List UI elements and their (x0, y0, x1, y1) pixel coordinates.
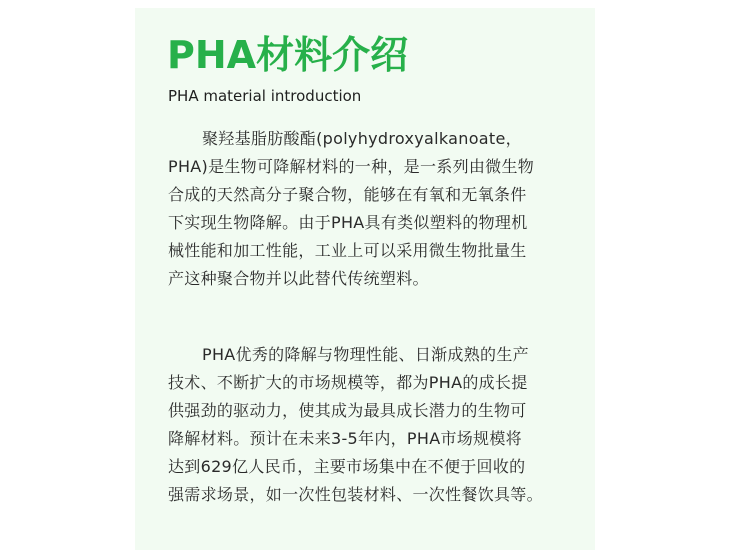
page-subtitle: PHA material introduction (168, 87, 362, 105)
paragraph-intro (168, 125, 568, 293)
paragraph-line: 产这种聚合物并以此替代传统塑料。 (168, 269, 429, 288)
paragraph-line: 合成的天然高分子聚合物，能够在有氧和无氧条件 (168, 185, 527, 204)
paragraph-line: 供强劲的驱动力，使其成为最具成长潜力的生物可 (168, 401, 527, 420)
paragraph-line: PHA优秀的降解与物理性能、日渐成熟的生产 (202, 345, 529, 364)
paragraph-line: 械性能和加工性能，工业上可以采用微生物批量生 (168, 241, 527, 260)
paragraph-line: 达到629亿人民币，主要市场集中在不便于回收的 (168, 457, 526, 476)
paragraph-line: 技术、不断扩大的市场规模等，都为PHA的成长提 (168, 373, 528, 392)
paragraph-line: 强需求场景，如一次性包装材料、一次性餐饮具等。 (168, 485, 543, 504)
page-title: PHA材料介绍 (167, 33, 409, 77)
paragraph-line: PHA)是生物可降解材料的一种，是一系列由微生物 (168, 157, 535, 176)
paragraph-line: 下实现生物降解。由于PHA具有类似塑料的物理机 (168, 213, 528, 232)
paragraph-line: 聚羟基脂肪酸酯(polyhydroxyalkanoate， (202, 129, 522, 148)
paragraph-line: 降解材料。预计在未来3-5年内，PHA市场规模将 (168, 429, 522, 448)
paragraph-market (168, 341, 568, 509)
